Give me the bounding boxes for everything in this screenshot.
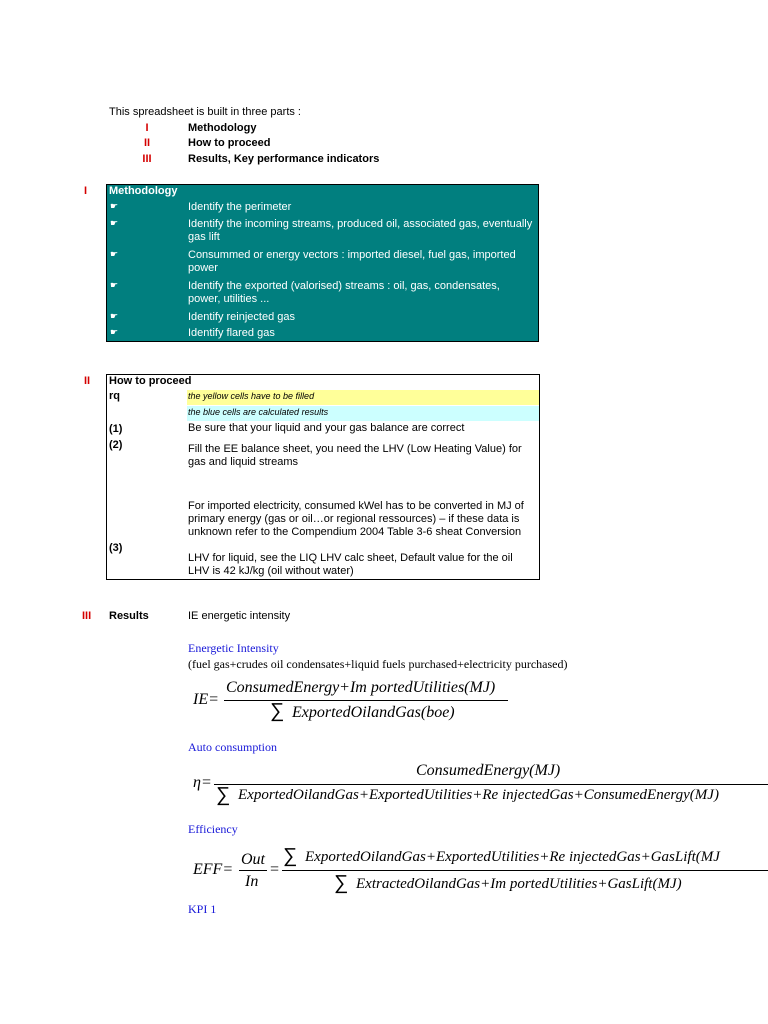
ie-label: IE energetic intensity xyxy=(188,610,291,622)
section-number: III xyxy=(82,610,92,622)
efficiency-title: Efficiency xyxy=(188,822,238,836)
step-text: LHV for liquid, see the LIQ LHV calc sheet, Default value for the oil LHV is 42 kJ/kg (oil without water) xyxy=(188,552,513,577)
eta-formula-lhs: η= xyxy=(193,774,212,791)
methodology-item: Identify the perimeter xyxy=(188,201,292,213)
sum-symbol: ∑ xyxy=(216,784,231,806)
part-label: Results, Key performance indicators xyxy=(188,153,380,165)
methodology-item: Identify the exported (valorised) streams : oil, gas, condensates, power, utilities ... xyxy=(188,280,500,305)
fraction-line xyxy=(214,784,768,785)
step-text: Fill the EE balance sheet, you need the LHV (Low Heating Value) for gas and liquid streams xyxy=(188,443,522,468)
pointing-hand-icon: ☛ xyxy=(110,327,119,337)
step-text: For imported electricity, consumed kWel has to be converted in MJ of primary energy (gas or oil…or regional ressources) – if these data is unknown refer to the Compendium 2004 Table 3-6 sheat Conversion xyxy=(188,500,524,538)
step-label: (3) xyxy=(109,542,123,554)
pointing-hand-icon: ☛ xyxy=(110,280,119,290)
results-title: Results xyxy=(109,610,149,622)
ie-formula-lhs: IE= xyxy=(193,691,219,708)
ie-formula-denominator: ExportedOilandGas(boe) xyxy=(292,704,455,721)
kpi-title: KPI 1 xyxy=(188,902,217,916)
step-label: (1) xyxy=(109,423,123,435)
pointing-hand-icon: ☛ xyxy=(110,311,119,321)
yellow-cell-note: the yellow cells have to be filled xyxy=(187,390,539,405)
part-label: How to proceed xyxy=(188,137,271,149)
rq-label: rq xyxy=(109,390,120,402)
energetic-intensity-title: Energetic Intensity xyxy=(188,641,279,655)
part-number: II xyxy=(143,137,151,149)
sum-symbol: ∑ xyxy=(334,872,349,894)
eff-equals: = xyxy=(269,861,280,878)
methodology-table xyxy=(106,184,539,342)
pointing-hand-icon: ☛ xyxy=(110,201,119,211)
eff-formula-lhs: EFF= xyxy=(193,861,234,878)
step-text: Be sure that your liquid and your gas balance are correct xyxy=(188,422,465,434)
ie-formula-numerator: ConsumedEnergy+Im portedUtilities(MJ) xyxy=(226,679,496,696)
methodology-item: Consummed or energy vectors : imported diesel, fuel gas, imported power xyxy=(188,249,516,274)
blue-cell-note: the blue cells are calculated results xyxy=(187,406,539,421)
methodology-title: Methodology xyxy=(109,185,178,197)
energetic-intensity-desc: (fuel gas+crudes oil condensates+liquid fuels purchased+electricity purchased) xyxy=(188,657,568,671)
eta-formula-numerator: ConsumedEnergy(MJ) xyxy=(416,762,561,779)
intro-text: This spreadsheet is built in three parts : xyxy=(109,106,301,118)
how-to-proceed-table xyxy=(106,374,540,580)
sum-symbol: ∑ xyxy=(270,700,285,722)
methodology-item: Identify flared gas xyxy=(188,327,275,339)
eff-out: Out xyxy=(241,851,265,868)
auto-consumption-title: Auto consumption xyxy=(188,740,277,754)
section-number: I xyxy=(84,185,88,197)
proceed-title: How to proceed xyxy=(109,375,192,387)
section-number: II xyxy=(84,375,91,387)
eff-formula-numerator: ExportedOilandGas+ExportedUtilities+Re injectedGas+GasLift(MJ xyxy=(305,849,720,865)
eff-formula-denominator: ExtractedOilandGas+Im portedUtilities+GasLift(MJ) xyxy=(356,876,682,892)
fraction-line xyxy=(282,870,768,871)
pointing-hand-icon: ☛ xyxy=(110,218,119,228)
fraction-line xyxy=(224,700,508,701)
part-number: III xyxy=(142,153,152,165)
part-number: I xyxy=(145,122,149,134)
part-label: Methodology xyxy=(188,122,257,134)
methodology-item: Identify the incoming streams, produced oil, associated gas, eventually gas lift xyxy=(188,218,533,243)
fraction-line xyxy=(239,870,267,871)
eff-in: In xyxy=(245,873,259,890)
sum-symbol: ∑ xyxy=(283,845,298,867)
pointing-hand-icon: ☛ xyxy=(110,249,119,259)
step-label: (2) xyxy=(109,439,123,451)
eta-formula-denominator: ExportedOilandGas+ExportedUtilities+Re injectedGas+ConsumedEnergy(MJ) xyxy=(238,787,719,803)
methodology-item: Identify reinjected gas xyxy=(188,311,296,323)
